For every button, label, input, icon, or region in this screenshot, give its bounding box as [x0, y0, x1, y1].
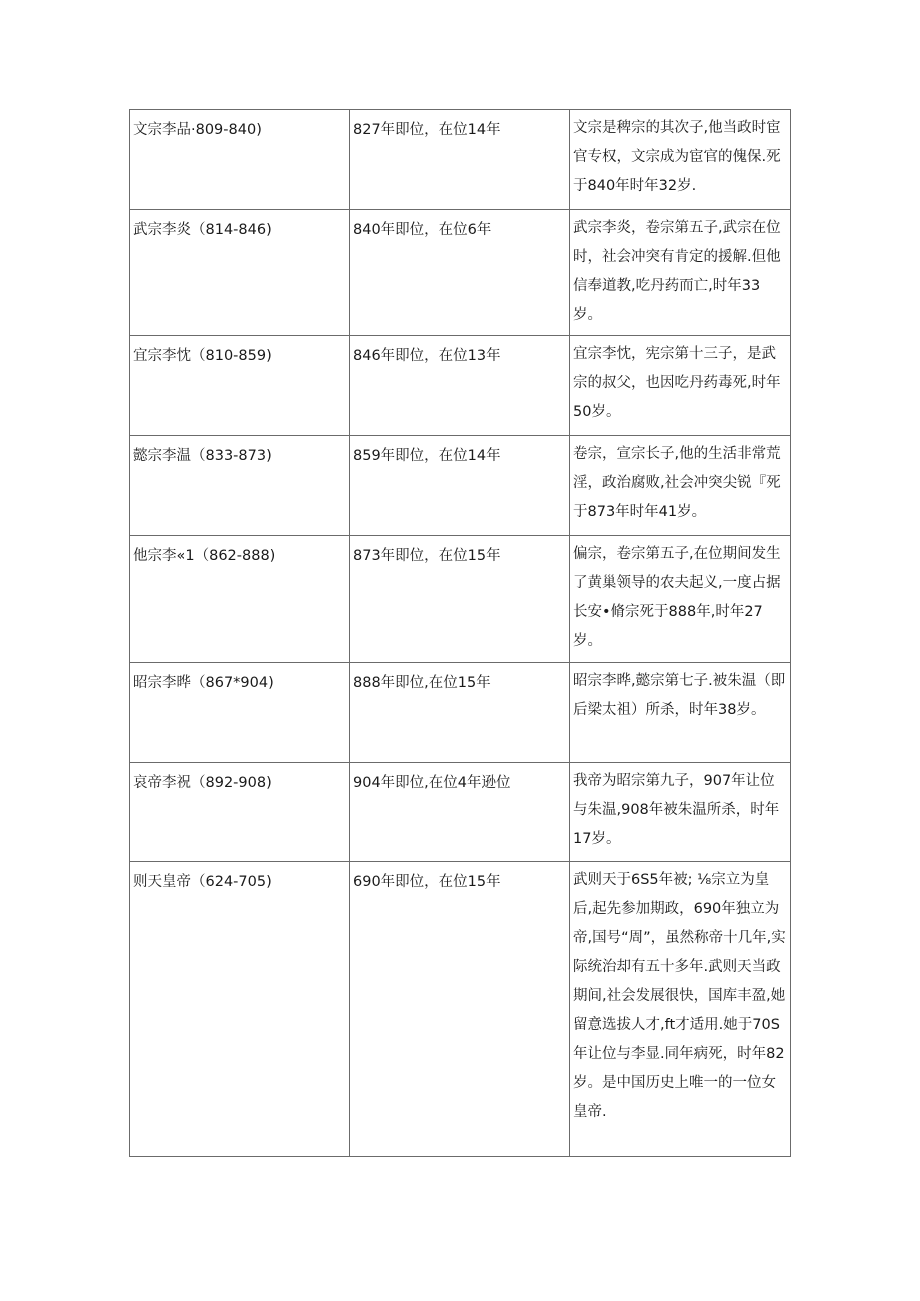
- reign-cell: [350, 763, 570, 862]
- emperor-cell: [130, 763, 350, 862]
- notes-text: 昭宗李晔,懿宗第七子.被朱温（即后梁太祖）所杀，时年38岁。: [573, 673, 786, 718]
- reign-text: 859年即位，在位14年: [353, 448, 501, 464]
- emperor-name: 昭宗李晔（867*904): [133, 675, 274, 691]
- reign-cell: [350, 436, 570, 536]
- reign-text: 873年即位，在位15年: [353, 548, 501, 564]
- table-row: [130, 862, 791, 1157]
- notes-cell: [570, 862, 791, 1157]
- emperor-cell: [130, 436, 350, 536]
- emperor-cell: [130, 862, 350, 1157]
- reign-cell: [350, 536, 570, 663]
- table-row: [130, 763, 791, 862]
- notes-text: 宜宗李忱，宪宗第十三子，是武宗的叔父，也因吃丹药毒死,时年50岁。: [573, 346, 781, 420]
- reign-cell: [350, 210, 570, 336]
- notes-text: 武宗李炎，卷宗第五子,武宗在位时，社会冲突有肯定的援解.但他信奉道教,吃丹药而亡,时年33岁。: [573, 220, 781, 323]
- notes-text: 我帝为昭宗第九子，907年让位与朱温,908年被朱温所杀，时年17岁。: [573, 773, 780, 847]
- emperor-cell: [130, 663, 350, 763]
- notes-text: 武则天于6S5年被; ⅛宗立为皇后,起先参加期政，690年独立为帝,国号“周”，虽然称帝十几年,实际统治却有五十多年.武则天当政期间,社会发展很快，国库丰盈,她留意选拔人才,ft才适用.她于70S年让位与李显.同年病死，时年82岁。是中国历史上唯一的一位女皇帝.: [573, 872, 786, 1120]
- emperor-name: 则天皇帝（624-705): [133, 874, 272, 890]
- emperor-cell: [130, 210, 350, 336]
- emperor-table: [129, 109, 791, 1157]
- reign-text: 888年即位,在位15年: [353, 675, 491, 691]
- emperor-cell: [130, 110, 350, 210]
- notes-cell: [570, 536, 791, 663]
- table-body: [130, 110, 791, 1157]
- emperor-name: 宜宗李忱（810-859): [133, 348, 272, 364]
- reign-text: 840年即位，在位6年: [353, 222, 492, 238]
- table-row: [130, 436, 791, 536]
- notes-text: 卷宗，宣宗长子,他的生活非常荒淫，政治腐败,社会冲突尖锐『死于873年时年41岁。: [573, 446, 781, 520]
- reign-cell: [350, 336, 570, 436]
- emperor-cell: [130, 536, 350, 663]
- table-row: [130, 336, 791, 436]
- table-row: [130, 210, 791, 336]
- table-row: [130, 110, 791, 210]
- emperor-cell: [130, 336, 350, 436]
- emperor-name: 懿宗李温（833-873): [133, 448, 272, 464]
- reign-cell: [350, 862, 570, 1157]
- notes-cell: [570, 663, 791, 763]
- table-row: [130, 663, 791, 763]
- reign-cell: [350, 663, 570, 763]
- notes-cell: [570, 436, 791, 536]
- notes-text: 偏宗，卷宗第五子,在位期间发生了黄巢领导的农夫起义,一度占据长安•脩宗死于888年,时年27岁。: [573, 546, 781, 649]
- notes-cell: [570, 336, 791, 436]
- notes-cell: [570, 110, 791, 210]
- table-row: [130, 536, 791, 663]
- emperor-name: 哀帝李祝（892-908): [133, 775, 272, 791]
- reign-text: 827年即位，在位14年: [353, 122, 501, 138]
- notes-cell: [570, 763, 791, 862]
- reign-text: 904年即位,在位4年逊位: [353, 775, 511, 791]
- emperor-name: 武宗李炎（814-846): [133, 222, 272, 238]
- notes-cell: [570, 210, 791, 336]
- emperor-name: 他宗李«1（862-888): [133, 548, 276, 564]
- notes-text: 文宗是稗宗的其次子,他当政时宦官专权，文宗成为宦官的傀保.死于840年时年32岁.: [573, 120, 781, 194]
- reign-cell: [350, 110, 570, 210]
- emperor-name: 文宗李品·809-840): [133, 122, 262, 138]
- reign-text: 846年即位，在位13年: [353, 348, 501, 364]
- reign-text: 690年即位，在位15年: [353, 874, 501, 890]
